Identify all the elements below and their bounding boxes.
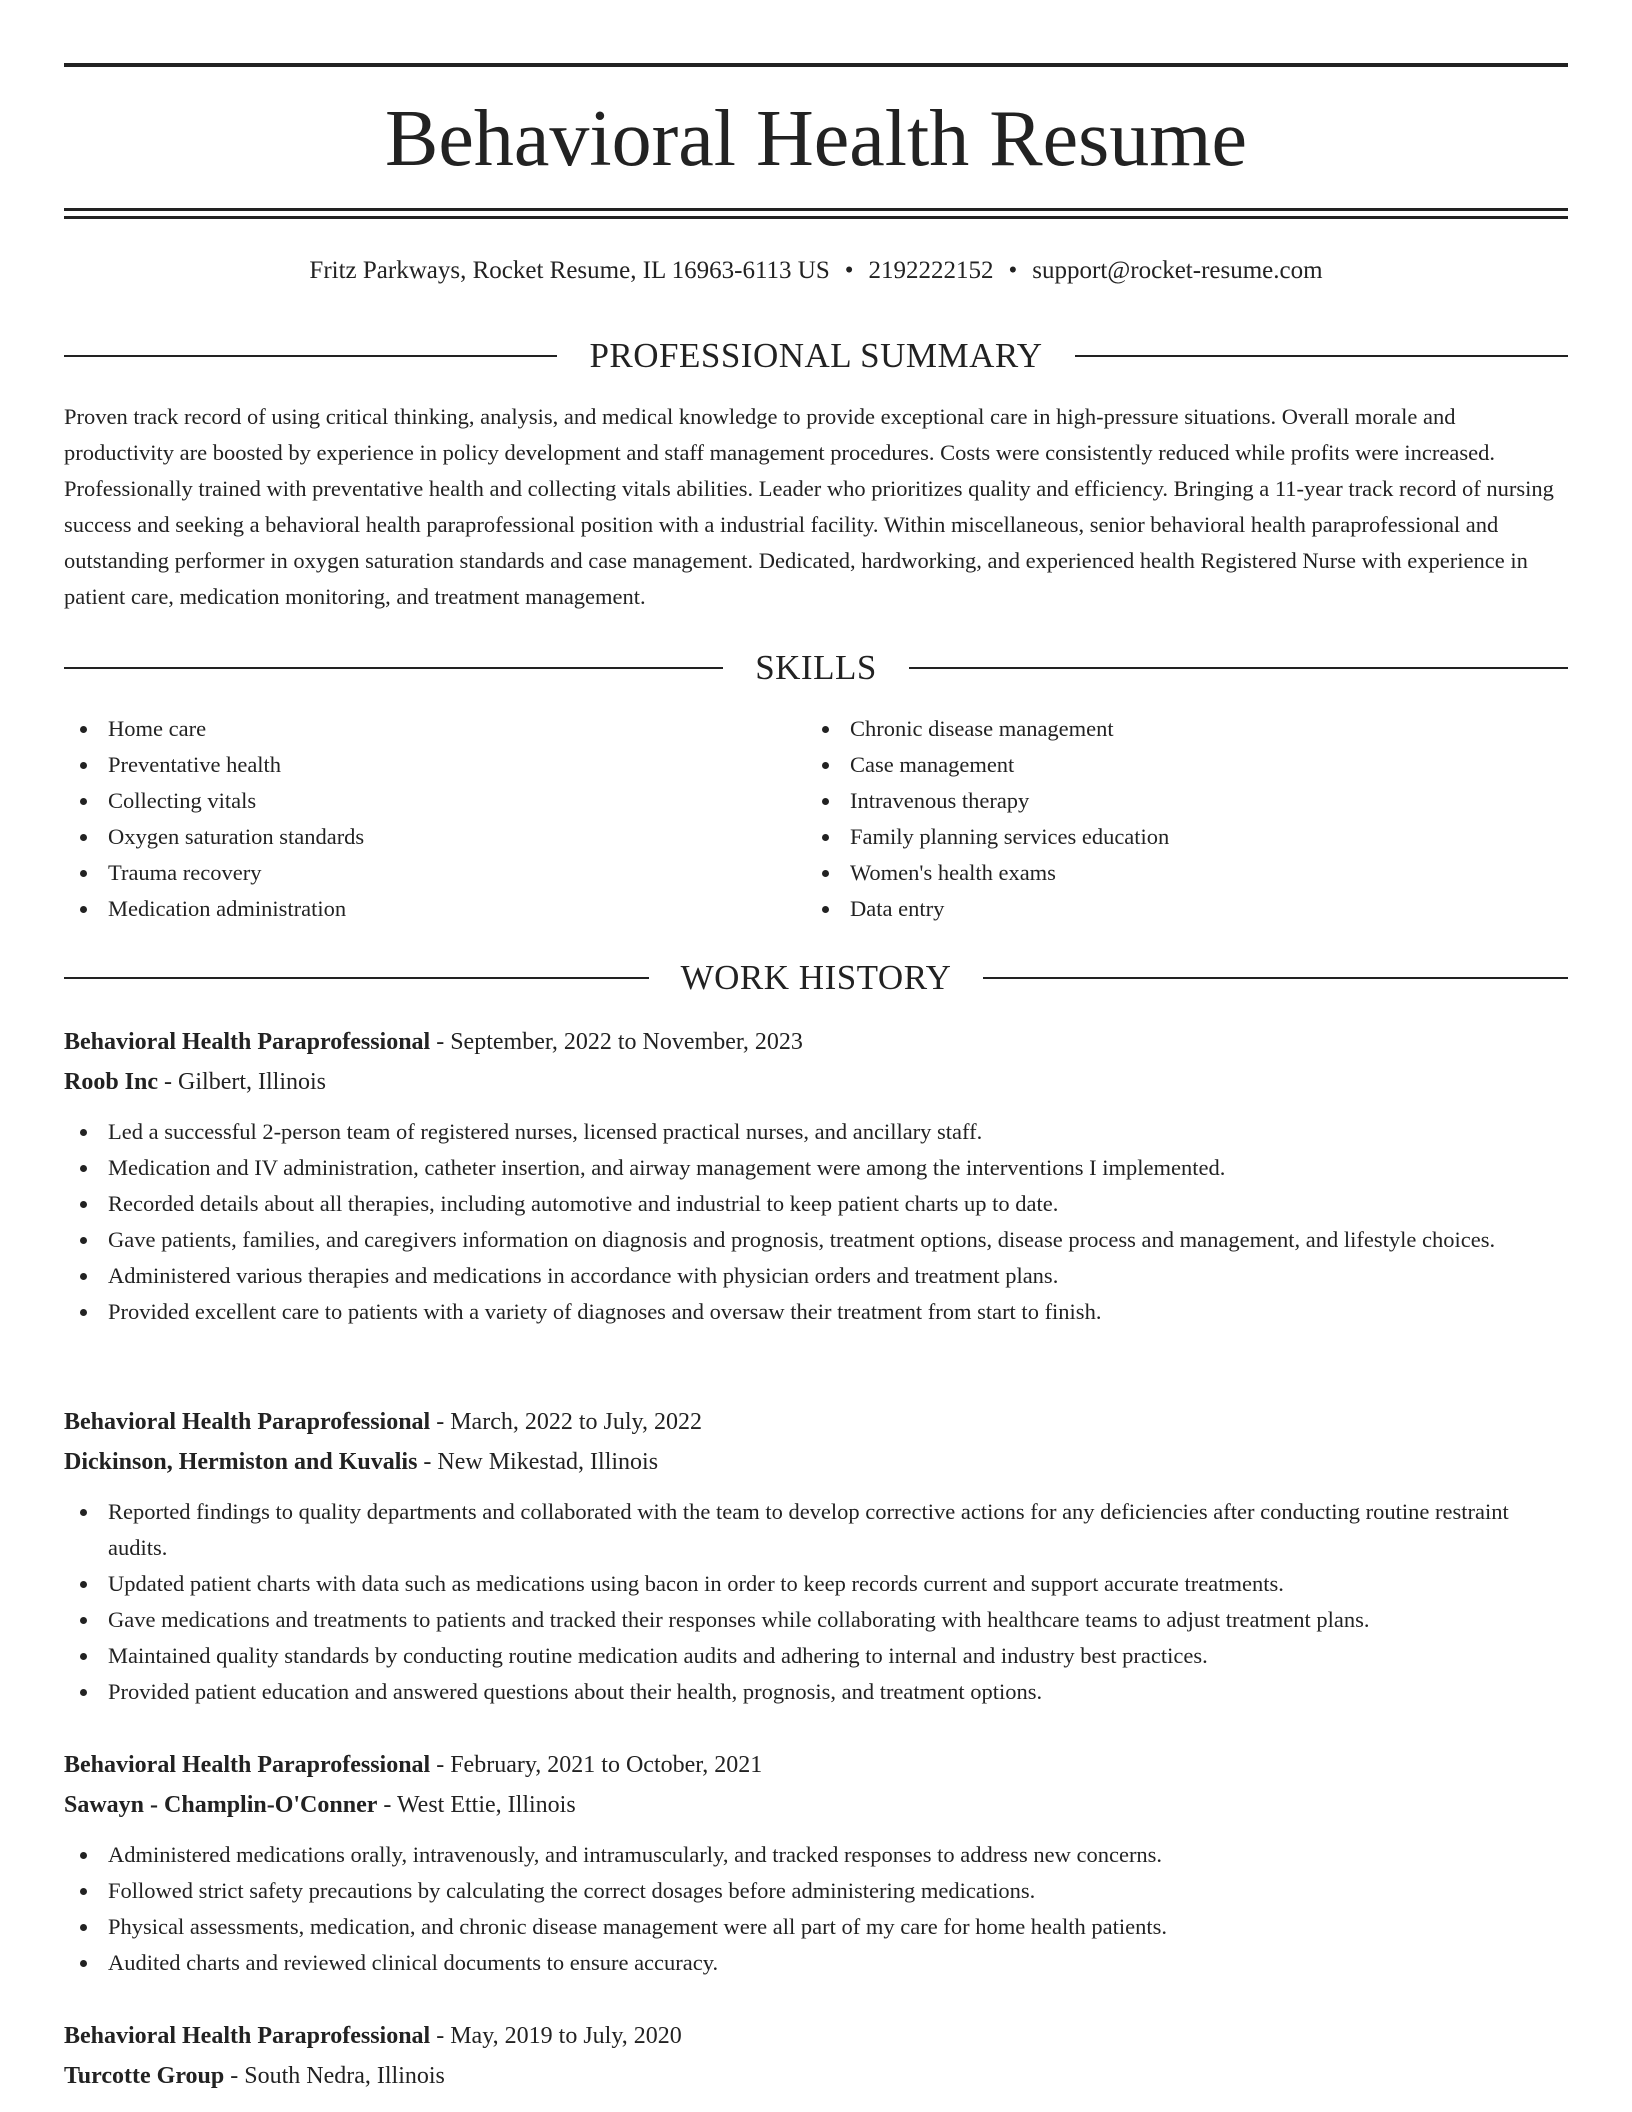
job-bullet: Provided excellent care to patients with a variety of diagnoses and oversaw their treatment from start to finish. (64, 1294, 1568, 1330)
skill-item: Collecting vitals (64, 783, 806, 819)
job-bullet: Reported findings to quality departments and collaborated with the team to develop corrective actions for any deficiencies after conducting routine restraint audits. (64, 1494, 1568, 1566)
skill-item: Intravenous therapy (806, 783, 1548, 819)
skill-item: Family planning services education (806, 819, 1548, 855)
job-bullet: Audited charts and reviewed clinical documents to ensure accuracy. (64, 1945, 1568, 1981)
summary-heading (64, 334, 1568, 378)
skills-list (64, 711, 1568, 927)
job-entry (64, 1022, 1568, 1330)
skill-item: Oxygen saturation standards (64, 819, 806, 855)
skill-item: Women's health exams (806, 855, 1548, 891)
job-bullet: Physical assessments, medication, and chronic disease management were all part of my care for home health patients. (64, 1909, 1568, 1945)
job-bullet: Administered various therapies and medications in accordance with physician orders and treatment plans. (64, 1258, 1568, 1294)
divider (64, 977, 649, 979)
job-entry (64, 1402, 1568, 1710)
header-bottom-rule (64, 208, 1568, 211)
job-dates: - March, 2022 to July, 2022 (430, 1409, 702, 1435)
contact-address: Fritz Parkways, Rocket Resume, IL 16963-6113 US (309, 257, 830, 284)
job-company-row (64, 2056, 1568, 2096)
job-entry (64, 1745, 1568, 1981)
section-title: WORK HISTORY (680, 958, 952, 997)
contact-separator: • (844, 257, 854, 284)
section-title: PROFESSIONAL SUMMARY (589, 336, 1043, 375)
job-company: Sawayn - Champlin-O'Conner (64, 1792, 378, 1818)
work-history-heading (64, 956, 1568, 1000)
resume-title: Behavioral Health Resume (385, 95, 1247, 183)
divider (909, 667, 1568, 669)
job-company: Turcotte Group (64, 2063, 225, 2089)
contact-email: support@rocket-resume.com (1032, 257, 1323, 284)
job-bullets (64, 1114, 1568, 1330)
job-entry (64, 2016, 1568, 2096)
job-location: - New Mikestad, Illinois (417, 1449, 659, 1475)
section-title: SKILLS (755, 648, 877, 687)
job-bullet: Gave patients, families, and caregivers information on diagnosis and prognosis, treatment options, disease process and management, and lifestyle choices. (64, 1222, 1568, 1258)
contact-separator: • (1008, 257, 1018, 284)
divider (983, 977, 1568, 979)
job-bullet: Recorded details about all therapies, including automotive and industrial to keep patient charts up to date. (64, 1186, 1568, 1222)
job-bullet: Updated patient charts with data such as medications using bacon in order to keep records current and support accurate treatments. (64, 1566, 1568, 1602)
job-bullet: Administered medications orally, intravenously, and intramuscularly, and tracked responses to address new concerns. (64, 1837, 1568, 1873)
skill-item: Case management (806, 747, 1548, 783)
skills-heading (64, 646, 1568, 690)
job-company-row (64, 1062, 1568, 1102)
job-bullet: Led a successful 2-person team of registered nurses, licensed practical nurses, and ancillary staff. (64, 1114, 1568, 1150)
job-location: - Gilbert, Illinois (158, 1069, 327, 1095)
contact-phone: 2192222152 (868, 257, 994, 284)
job-company: Dickinson, Hermiston and Kuvalis (64, 1449, 418, 1475)
skills-column-right (806, 711, 1548, 927)
job-location: - South Nedra, Illinois (224, 2063, 445, 2089)
job-company-row (64, 1442, 1568, 1482)
job-dates: - May, 2019 to July, 2020 (430, 2023, 682, 2049)
job-dates: - September, 2022 to November, 2023 (430, 1029, 803, 1055)
job-bullet: Maintained quality standards by conducting routine medication audits and adhering to internal and industry best practices. (64, 1638, 1568, 1674)
skills-column-left (64, 711, 806, 927)
header-bottom-rule-second (64, 216, 1568, 219)
summary-text: Proven track record of using critical thinking, analysis, and medical knowledge to provide exceptional care in high-pressure situations. Overall morale and productivity are boosted by experience in policy development and staff management procedures. Costs were consistently reduced while profits were increased. Professionally trained with preventative health and collecting vitals abilities. Leader who prioritizes quality and efficiency. Bringing a 11-year track record of nursing success and seeking a behavioral health paraprofessional position with a industrial facility. Within miscellaneous, senior behavioral health paraprofessional and outstanding performer in oxygen saturation standards and case management. Dedicated, hardworking, and experienced health Registered Nurse with experience in patient care, medication monitoring, and treatment management. (64, 404, 1554, 609)
skill-item: Medication administration (64, 891, 806, 927)
job-title-row (64, 1022, 1568, 1062)
divider (64, 667, 723, 669)
header-top-rule (64, 63, 1568, 67)
skill-item: Preventative health (64, 747, 806, 783)
job-company-row (64, 1785, 1568, 1825)
job-dates: - February, 2021 to October, 2021 (430, 1752, 763, 1778)
job-title-row (64, 1745, 1568, 1785)
job-title: Behavioral Health Paraprofessional (64, 1752, 431, 1778)
job-company: Roob Inc (64, 1069, 159, 1095)
job-title: Behavioral Health Paraprofessional (64, 1029, 431, 1055)
divider (1075, 355, 1568, 357)
job-bullets (64, 1837, 1568, 1981)
skill-item: Trauma recovery (64, 855, 806, 891)
contact-info (64, 252, 1568, 290)
job-bullet: Medication and IV administration, catheter insertion, and airway management were among the interventions I implemented. (64, 1150, 1568, 1186)
divider (64, 355, 557, 357)
skill-item: Home care (64, 711, 806, 747)
job-title-row (64, 2016, 1568, 2056)
job-location: - West Ettie, Illinois (377, 1792, 576, 1818)
job-bullet: Provided patient education and answered questions about their health, prognosis, and treatment options. (64, 1674, 1568, 1710)
job-bullet: Followed strict safety precautions by calculating the correct dosages before administering medications. (64, 1873, 1568, 1909)
skill-item: Data entry (806, 891, 1548, 927)
job-title-row (64, 1402, 1568, 1442)
job-bullet: Gave medications and treatments to patients and tracked their responses while collaborating with healthcare teams to adjust treatment plans. (64, 1602, 1568, 1638)
skill-item: Chronic disease management (806, 711, 1548, 747)
job-bullets (64, 1494, 1568, 1710)
job-title: Behavioral Health Paraprofessional (64, 1409, 431, 1435)
job-title: Behavioral Health Paraprofessional (64, 2023, 431, 2049)
